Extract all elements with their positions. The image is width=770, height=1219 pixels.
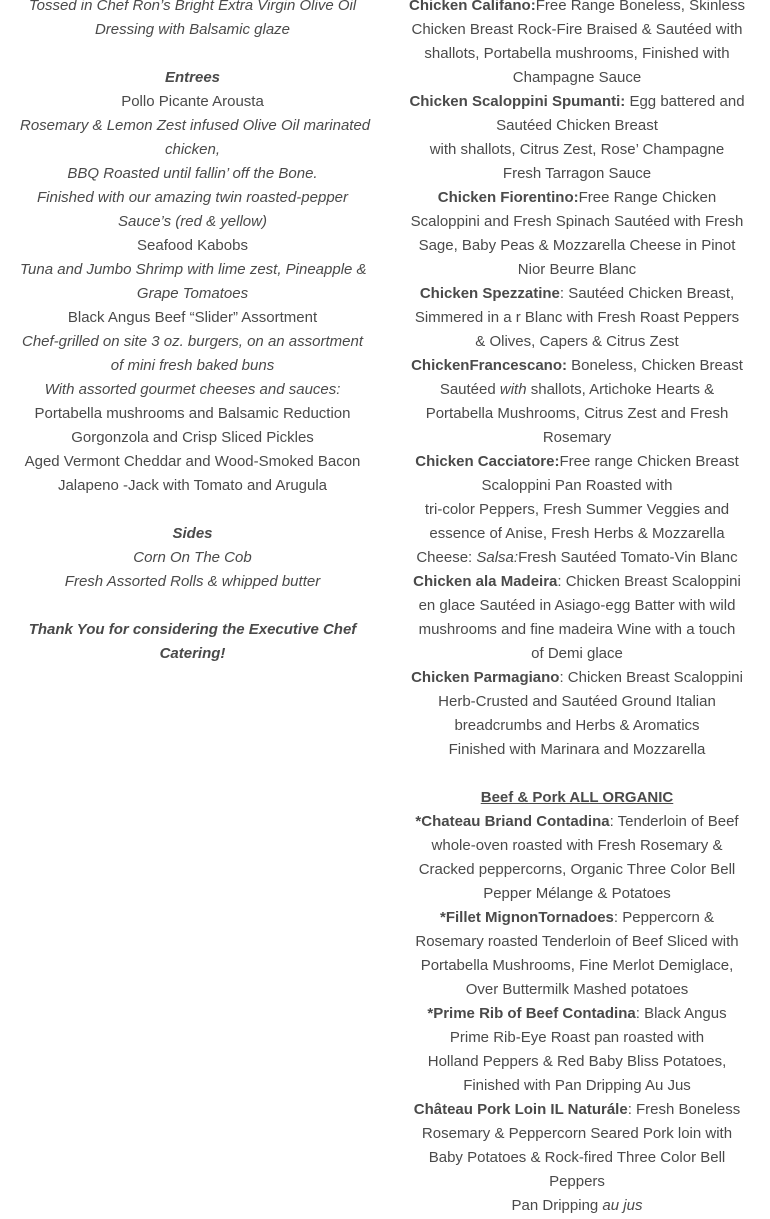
item-desc: : Chicken Breast Scaloppini (559, 669, 743, 686)
pollo-desc-line: Sauce’s (red & yellow) (118, 213, 267, 230)
item-desc: Boneless, Chicken Breast (566, 357, 743, 374)
item-name: Chicken Spezzatine (419, 285, 560, 302)
slider-option: Jalapeno -Jack with Tomato and Arugula (57, 477, 328, 494)
item-desc-line: Portabella Mushrooms, Fine Merlot Demiglace, (420, 957, 734, 974)
spacer (404, 762, 750, 786)
menu-item-fillet-mignon (404, 906, 750, 930)
pollo-desc-line: Rosemary & Lemon Zest infused Olive Oil marinated (20, 117, 371, 134)
pollo-desc-line: Finished with our amazing twin roasted-pepper (37, 189, 348, 206)
item-desc-line: Pepper Mélange & Potatoes (483, 885, 671, 902)
menu-item-chateau-briand (404, 810, 750, 834)
item-desc: shallots, Artichoke Hearts & (526, 381, 715, 398)
menu-item-spezzatine (404, 282, 750, 306)
pollo-desc-line: BBQ Roasted until fallin’ off the Bone. (67, 165, 318, 182)
item-desc: Free range Chicken Breast (559, 453, 739, 470)
item-desc-line: Finished with Marinara and Mozzarella (448, 741, 706, 758)
item-desc: Cheese: (416, 549, 477, 566)
item-desc-line: shallots, Portabella mushrooms, Finished with (424, 45, 730, 62)
item-desc-line: essence of Anise, Fresh Herbs & Mozzarella (429, 525, 725, 542)
item-desc-line: Over Buttermilk Mashed potatoes (465, 981, 689, 998)
item-desc: Salsa: (476, 549, 519, 566)
spacer (20, 594, 365, 618)
spacer (20, 498, 365, 522)
slider-desc-line: of mini fresh baked buns (110, 357, 275, 374)
item-desc-line: Sautéed Chicken Breast (496, 117, 658, 134)
thank-you-line: Catering! (159, 645, 226, 662)
menu-item-pork-loin (404, 1098, 750, 1122)
item-desc: : Sautéed Chicken Breast, (559, 285, 735, 302)
item-desc: : Black Angus (635, 1005, 727, 1022)
item-name: Chicken Califano: (409, 0, 536, 14)
item-desc-line: Peppers (549, 1173, 605, 1190)
menu-item-califano (404, 0, 750, 18)
seafood-kabobs-name: Seafood Kabobs (137, 237, 248, 254)
item-desc: : Peppercorn & (613, 909, 714, 926)
item-desc-line: & Olives, Capers & Citrus Zest (475, 333, 679, 350)
menu-item-francescano (404, 354, 750, 378)
salad-desc-line: Dressing with Balsamic glaze (94, 21, 291, 38)
slider-option: Gorgonzola and Crisp Sliced Pickles (71, 429, 314, 446)
entrees-heading: Entrees (164, 69, 221, 86)
item-name: *Prime Rib of Beef Contadina (427, 1005, 636, 1022)
menu-item-prime-rib (404, 1002, 750, 1026)
item-desc-line: Rosemary roasted Tenderloin of Beef Sliced with (415, 933, 739, 950)
kabobs-desc-line: Tuna and Jumbo Shrimp with lime zest, Pineapple & (20, 261, 367, 278)
right-menu-column (404, 0, 750, 1218)
pollo-desc-line: chicken, (164, 141, 221, 158)
item-name: Château Pork Loin IL Naturále (413, 1101, 628, 1118)
thank-you-line: Thank You for considering the Executive Chef (28, 621, 357, 638)
item-desc-line: with shallots, Citrus Zest, Rose’ Champagne (429, 141, 725, 158)
item-desc: with (499, 381, 527, 398)
slider-assortment-name: Black Angus Beef “Slider” Assortment (67, 309, 318, 326)
item-desc: Pan Dripping (511, 1197, 603, 1214)
item-desc: Free Range Chicken (578, 189, 717, 206)
salad-desc-line: Tossed in Chef Ron’s Bright Extra Virgin Olive Oil (28, 0, 357, 14)
item-desc-line: Fresh Tarragon Sauce (502, 165, 652, 182)
item-desc-line: Baby Potatoes & Rock-fired Three Color Bell (428, 1149, 726, 1166)
item-desc: Free Range Boneless, Skinless (535, 0, 745, 14)
item-name: Chicken ala Madeira (413, 573, 558, 590)
slider-desc-line: With assorted gourmet cheeses and sauces: (44, 381, 341, 398)
menu-item-cacciatore (404, 450, 750, 474)
item-name: *Chateau Briand Contadina (415, 813, 610, 830)
item-desc: Fresh Sautéed Tomato-Vin Blanc (518, 549, 738, 566)
item-desc-line: Nior Beurre Blanc (517, 261, 637, 278)
item-name: Chicken Cacciatore: (415, 453, 560, 470)
side-item: Fresh Assorted Rolls & whipped butter (64, 573, 321, 590)
pollo-picante-name: Pollo Picante Arousta (121, 93, 264, 110)
item-desc-line: of Demi glace (531, 645, 623, 662)
item-desc-line (404, 546, 750, 570)
item-desc: Sautéed (439, 381, 500, 398)
item-desc-line: Chicken Breast Rock-Fire Braised & Sautéed with (411, 21, 743, 38)
item-desc-line: Rosemary (542, 429, 612, 446)
item-desc-line: Portabella Mushrooms, Citrus Zest and Fresh (425, 405, 729, 422)
item-desc: Egg battered and (625, 93, 745, 110)
item-desc-line (404, 1194, 750, 1218)
item-desc: au jus (602, 1197, 643, 1214)
item-desc-line: Scaloppini and Fresh Spinach Sautéed with Fresh (410, 213, 744, 230)
slider-option: Portabella mushrooms and Balsamic Reduction (34, 405, 351, 422)
item-name: Chicken Parmagiano (411, 669, 560, 686)
item-desc-line: tri-color Peppers, Fresh Summer Veggies and (424, 501, 730, 518)
item-desc-line: breadcrumbs and Herbs & Aromatics (454, 717, 700, 734)
item-desc-line: Prime Rib-Eye Roast pan roasted with (449, 1029, 705, 1046)
item-name: *Fillet MignonTornadoes (440, 909, 614, 926)
slider-desc-line: Chef-grilled on site 3 oz. burgers, on an assortment (21, 333, 363, 350)
item-desc-line: mushrooms and fine madeira Wine with a touch (418, 621, 736, 638)
item-desc-line: Rosemary & Peppercorn Seared Pork loin with (421, 1125, 733, 1142)
item-desc-line: en glace Sautéed in Asiago-egg Batter with wild (418, 597, 736, 614)
spacer (20, 42, 365, 66)
item-desc-line (404, 378, 750, 402)
menu-item-scaloppini (404, 90, 750, 114)
item-desc-line: Herb-Crusted and Sautéed Ground Italian (438, 693, 716, 710)
item-desc-line: Simmered in a r Blanc with Fresh Roast Peppers (414, 309, 740, 326)
item-desc-line: Champagne Sauce (512, 69, 642, 86)
left-menu-column (20, 0, 371, 666)
item-desc-line: Finished with Pan Dripping Au Jus (463, 1077, 691, 1094)
item-desc-line: whole-oven roasted with Fresh Rosemary & (431, 837, 723, 854)
side-item: Corn On The Cob (133, 549, 252, 566)
item-desc: : Chicken Breast Scaloppini (557, 573, 741, 590)
item-name: ChickenFrancescano: (411, 357, 567, 374)
menu-item-parmagiano (404, 666, 750, 690)
item-desc-line: Holland Peppers & Red Baby Bliss Potatoes, (427, 1053, 727, 1070)
slider-option: Aged Vermont Cheddar and Wood-Smoked Bacon (24, 453, 361, 470)
item-name: Chicken Scaloppini Spumanti: (409, 93, 626, 110)
kabobs-desc-line: Grape Tomatoes (136, 285, 249, 302)
item-desc-line: Sage, Baby Peas & Mozzarella Cheese in Pinot (418, 237, 736, 254)
item-desc: : Tenderloin of Beef (609, 813, 739, 830)
menu-item-madeira (404, 570, 750, 594)
item-desc-line: Scaloppini Pan Roasted with (481, 477, 673, 494)
item-desc-line: Cracked peppercorns, Organic Three Color Bell (418, 861, 736, 878)
item-desc: : Fresh Boneless (627, 1101, 741, 1118)
menu-item-fiorentino (404, 186, 750, 210)
beef-pork-heading: Beef & Pork ALL ORGANIC (480, 789, 674, 806)
sides-heading: Sides (172, 525, 213, 542)
item-name: Chicken Fiorentino: (437, 189, 579, 206)
